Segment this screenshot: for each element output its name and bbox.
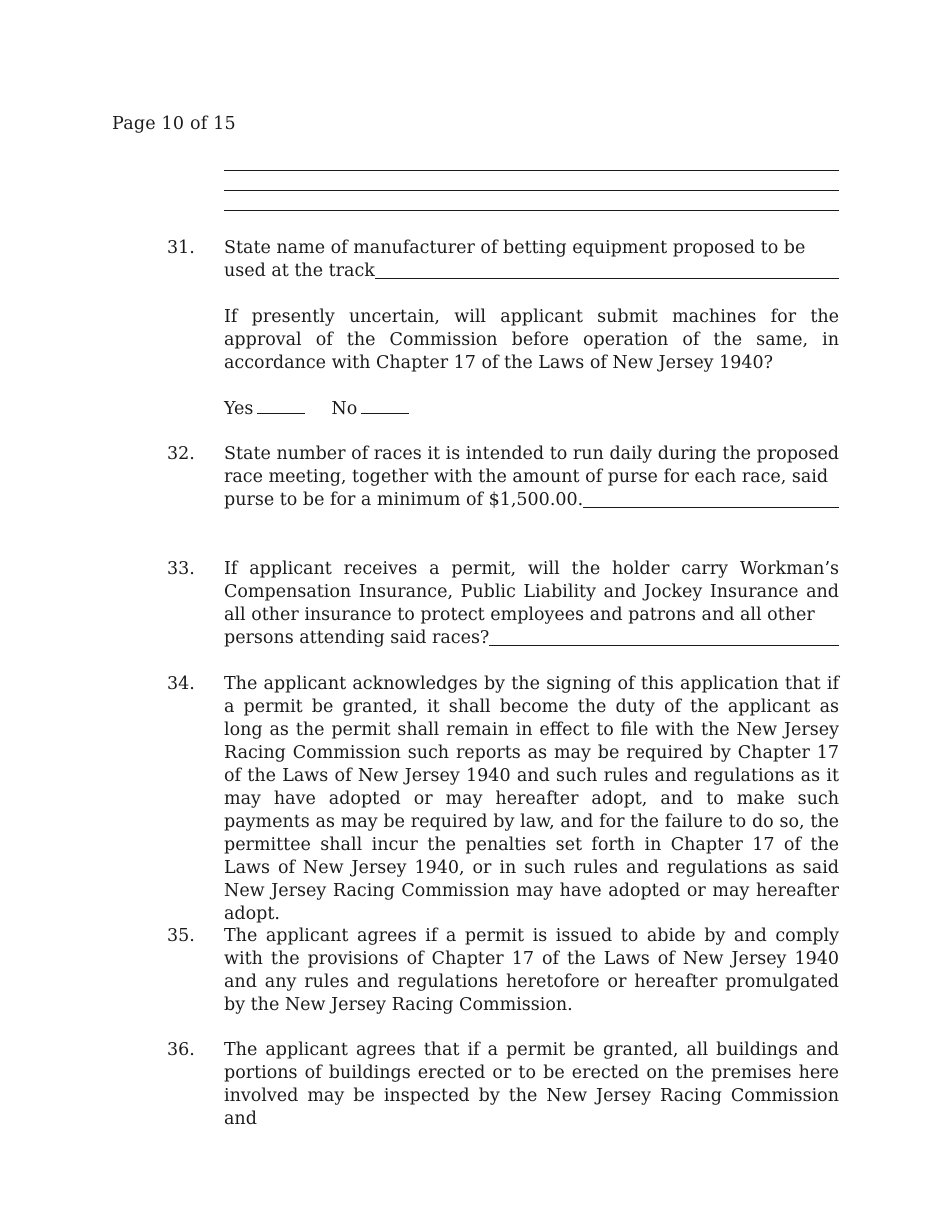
question-33-answer-row [224, 627, 839, 650]
yes-label: Yes [224, 399, 254, 419]
question-32-text-last-line: purse to be for a minimum of $1,500.00. [224, 490, 584, 510]
races-answer-line[interactable] [583, 507, 839, 508]
no-label: No [331, 399, 358, 419]
question-number: 36. [167, 1040, 195, 1060]
question-number: 31. [167, 238, 195, 258]
page-number: Page 10 of 15 [112, 114, 236, 134]
question-36-text: The applicant agrees that if a permit be granted, all buildings and portions of buildings erected or to be erected on the premises here involved may be inspected by the New Jersey Racing Commission and [224, 1040, 839, 1129]
question-32-text: State number of races it is intended to run daily during the proposed race meeting, together with the amount of purse for each race, said [224, 444, 839, 487]
no-answer-blank[interactable] [361, 412, 409, 414]
question-34 [167, 673, 839, 926]
question-32 [167, 443, 839, 512]
yes-no-row [224, 398, 839, 421]
question-33-text: If applicant receives a permit, will the holder carry Workman’s Compensation Insurance, Public Liability and Jockey Insurance and all other insurance to protect employees and patrons and all other [224, 559, 839, 625]
question-34-text: The applicant acknowledges by the signing of this application that if a permit be granted, it shall become the duty of the applicant as long as the permit shall remain in effect to file with the New Jersey Racing Commission such reports as may be required by Chapter 17 of the Laws of New Jersey 1940 and such rules and regulations as it may have adopted or may hereafter adopt, and to make such payments as may be required by law, and for the failure to do so, the permittee shall incur the penalties set forth in Chapter 17 of the Laws of New Jersey 1940, or in such rules and regulations as said New Jersey Racing Commission may have adopted or may hereafter adopt. [224, 674, 839, 924]
question-31-text: State name of manufacturer of betting equipment proposed to be [224, 238, 806, 258]
question-31-answer-row [224, 260, 839, 283]
question-35-text: The applicant agrees if a permit is issued to abide by and comply with the provisions of Chapter 17 of the Laws of New Jersey 1940 and any rules and regulations heretofore or hereafter promulgated by the New Jersey Racing Commission. [224, 926, 839, 1015]
insurance-answer-line[interactable] [489, 645, 839, 646]
question-number: 34. [167, 674, 195, 694]
question-number: 32. [167, 444, 195, 464]
question-number: 33. [167, 559, 195, 579]
question-33-text-last-line: persons attending said races? [224, 628, 490, 648]
question-31-subquestion: If presently uncertain, will applicant submit machines for the approval of the Commission before operation of the same, in accordance with Chapter 17 of the Laws of New Jersey 1940? [224, 307, 839, 373]
answer-line-1[interactable] [224, 170, 839, 171]
question-32-answer-row [224, 489, 839, 512]
question-31 [167, 237, 839, 421]
question-31-text-continued: used at the track [224, 261, 375, 281]
yes-answer-blank[interactable] [257, 412, 305, 414]
question-35 [167, 925, 839, 1017]
question-36 [167, 1039, 839, 1131]
manufacturer-answer-line[interactable] [375, 278, 839, 279]
question-number: 35. [167, 926, 195, 946]
answer-line-2[interactable] [224, 190, 839, 191]
question-33 [167, 558, 839, 650]
answer-line-3[interactable] [224, 210, 839, 211]
